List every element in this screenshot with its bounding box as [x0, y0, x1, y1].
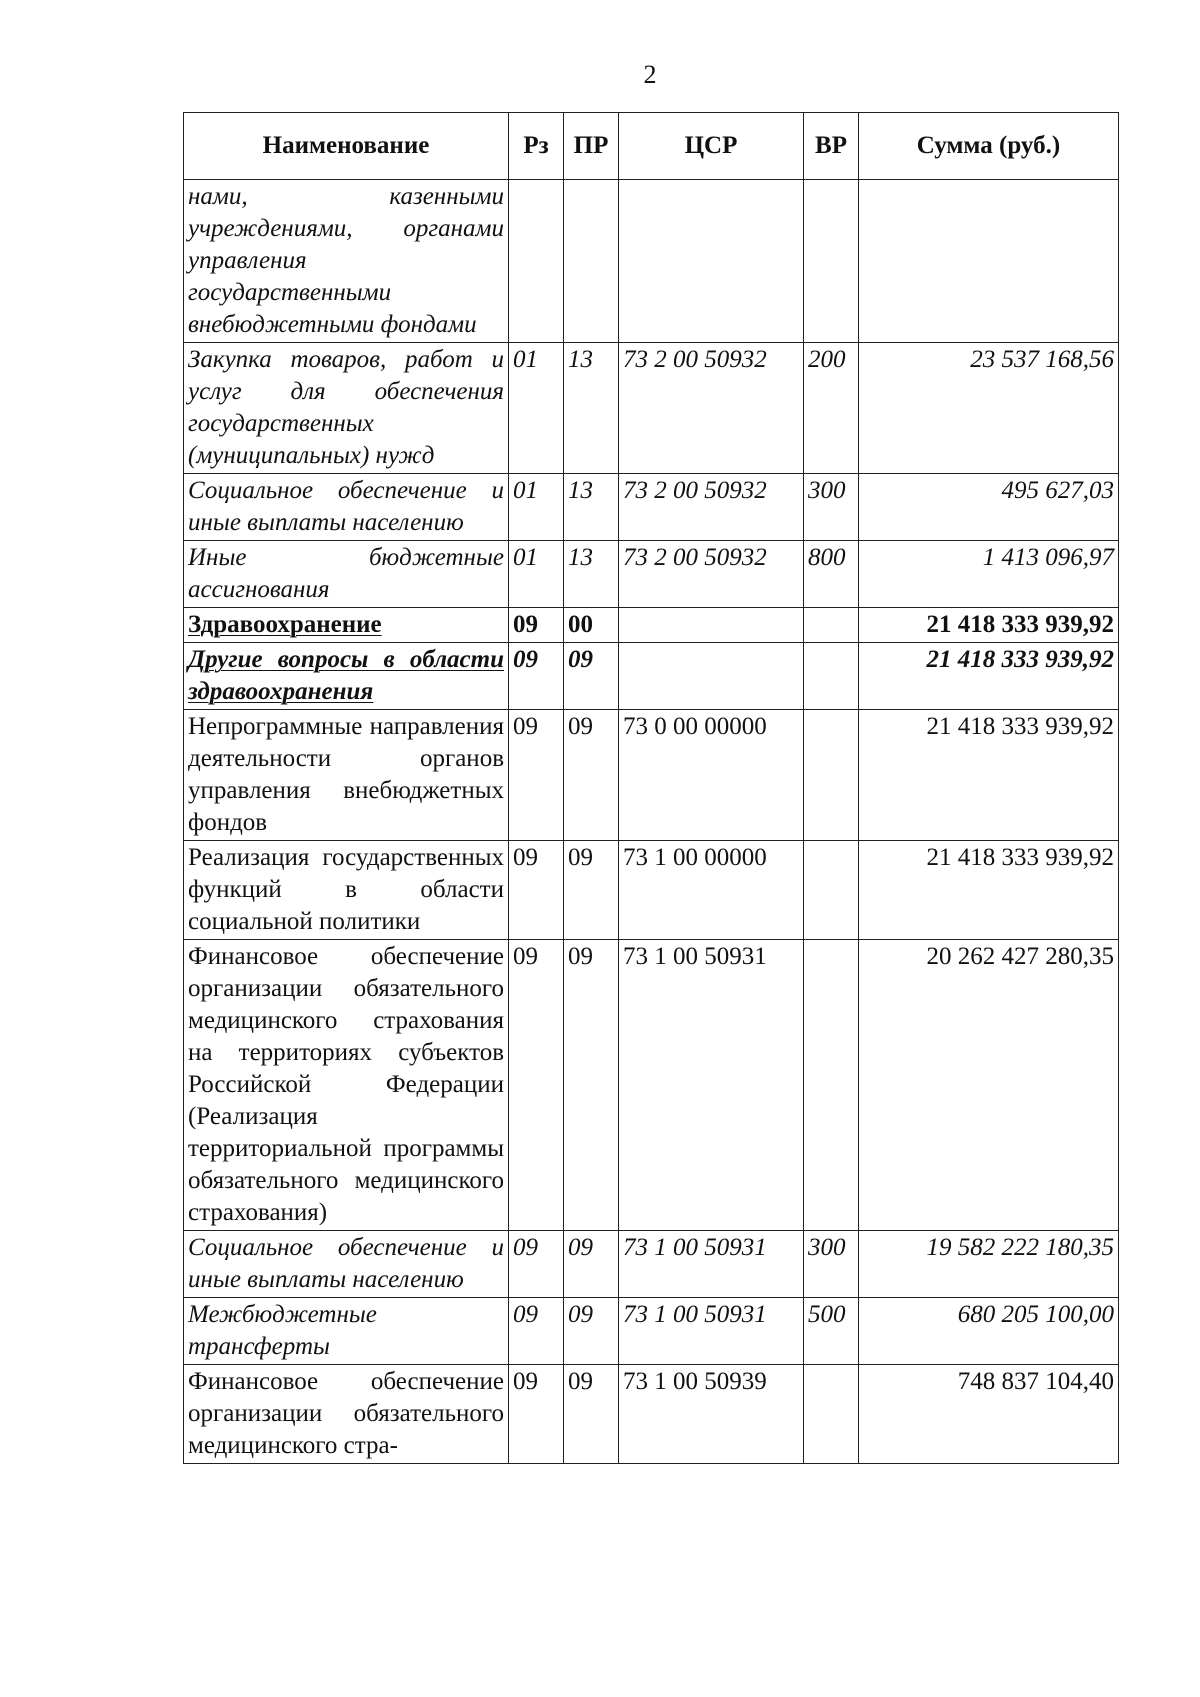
row-csr: 73 1 00 50931	[619, 1231, 804, 1298]
row-sum: 748 837 104,40	[859, 1365, 1119, 1464]
row-pr: 13	[564, 541, 619, 608]
row-csr	[619, 643, 804, 710]
table-row	[184, 180, 1119, 343]
row-vr: 300	[804, 1231, 859, 1298]
row-name: Социальное обеспечение и иные выплаты населению	[184, 1231, 509, 1298]
table-row	[184, 541, 1119, 608]
row-sum	[859, 180, 1119, 343]
row-csr: 73 1 00 50931	[619, 1298, 804, 1365]
row-pr: 00	[564, 608, 619, 643]
row-sum: 21 418 333 939,92	[859, 608, 1119, 643]
row-csr: 73 0 00 00000	[619, 710, 804, 841]
table-row	[184, 1365, 1119, 1464]
header-vr: ВР	[804, 113, 859, 180]
row-sum: 23 537 168,56	[859, 343, 1119, 474]
table-row	[184, 841, 1119, 940]
row-sum: 495 627,03	[859, 474, 1119, 541]
row-pr: 09	[564, 643, 619, 710]
row-csr: 73 2 00 50932	[619, 343, 804, 474]
row-vr	[804, 940, 859, 1231]
row-sum: 21 418 333 939,92	[859, 841, 1119, 940]
row-rz: 09	[509, 1365, 564, 1464]
row-vr	[804, 841, 859, 940]
header-csr: ЦСР	[619, 113, 804, 180]
row-name: Непрограммные направления деятельности органов управления внебюджетных фондов	[184, 710, 509, 841]
row-rz: 09	[509, 608, 564, 643]
row-sum: 21 418 333 939,92	[859, 643, 1119, 710]
row-csr	[619, 180, 804, 343]
table-row	[184, 608, 1119, 643]
header-pr: ПР	[564, 113, 619, 180]
row-pr: 09	[564, 1298, 619, 1365]
row-csr: 73 1 00 00000	[619, 841, 804, 940]
row-name: Социальное обеспечение и иные выплаты населению	[184, 474, 509, 541]
table-row	[184, 474, 1119, 541]
row-rz: 09	[509, 643, 564, 710]
table-header-row	[184, 113, 1119, 180]
row-rz: 01	[509, 541, 564, 608]
row-name: Здравоохранение	[184, 608, 509, 643]
row-sum: 21 418 333 939,92	[859, 710, 1119, 841]
row-name: Закупка товаров, работ и услуг для обеспечения государственных (муниципальных) нужд	[184, 343, 509, 474]
row-rz	[509, 180, 564, 343]
row-vr	[804, 643, 859, 710]
row-name: Финансовое обеспечение организации обязательного медицинского стра-	[184, 1365, 509, 1464]
row-vr	[804, 180, 859, 343]
row-vr: 800	[804, 541, 859, 608]
row-name: Реализация государственных функций в области социальной политики	[184, 841, 509, 940]
page-number: 2	[643, 60, 657, 89]
row-vr	[804, 710, 859, 841]
row-pr: 09	[564, 1231, 619, 1298]
header-sum: Сумма (руб.)	[859, 113, 1119, 180]
row-name: нами, казенными учреждениями, органами управления государственными внебюджетными фондами	[184, 180, 509, 343]
row-name: Финансовое обеспечение организации обязательного медицинского страхования на территориях субъектов Российской Федерации (Реализация территориальной программы обязательного медицинского страхования)	[184, 940, 509, 1231]
row-vr: 300	[804, 474, 859, 541]
table-row	[184, 1231, 1119, 1298]
table-row	[184, 710, 1119, 841]
row-csr: 73 1 00 50931	[619, 940, 804, 1231]
row-csr: 73 2 00 50932	[619, 474, 804, 541]
table-row	[184, 940, 1119, 1231]
row-sum: 1 413 096,97	[859, 541, 1119, 608]
row-pr: 09	[564, 841, 619, 940]
row-name: Межбюджетные трансферты	[184, 1298, 509, 1365]
table-row	[184, 1298, 1119, 1365]
budget-table	[183, 112, 1119, 1464]
row-sum: 19 582 222 180,35	[859, 1231, 1119, 1298]
row-pr	[564, 180, 619, 343]
row-vr	[804, 608, 859, 643]
row-pr: 13	[564, 343, 619, 474]
row-csr: 73 2 00 50932	[619, 541, 804, 608]
row-vr: 500	[804, 1298, 859, 1365]
row-rz: 09	[509, 1298, 564, 1365]
row-rz: 09	[509, 841, 564, 940]
row-name: Другие вопросы в области здравоохранения	[184, 643, 509, 710]
row-sum: 20 262 427 280,35	[859, 940, 1119, 1231]
row-rz: 09	[509, 710, 564, 841]
row-pr: 13	[564, 474, 619, 541]
row-rz: 09	[509, 940, 564, 1231]
row-name: Иные бюджетные ассигнования	[184, 541, 509, 608]
header-name: Наименование	[184, 113, 509, 180]
row-rz: 01	[509, 474, 564, 541]
table-row	[184, 643, 1119, 710]
row-vr: 200	[804, 343, 859, 474]
header-rz: Рз	[509, 113, 564, 180]
row-pr: 09	[564, 1365, 619, 1464]
row-csr	[619, 608, 804, 643]
row-rz: 01	[509, 343, 564, 474]
row-sum: 680 205 100,00	[859, 1298, 1119, 1365]
row-rz: 09	[509, 1231, 564, 1298]
row-pr: 09	[564, 940, 619, 1231]
row-vr	[804, 1365, 859, 1464]
row-csr: 73 1 00 50939	[619, 1365, 804, 1464]
row-pr: 09	[564, 710, 619, 841]
table-row	[184, 343, 1119, 474]
